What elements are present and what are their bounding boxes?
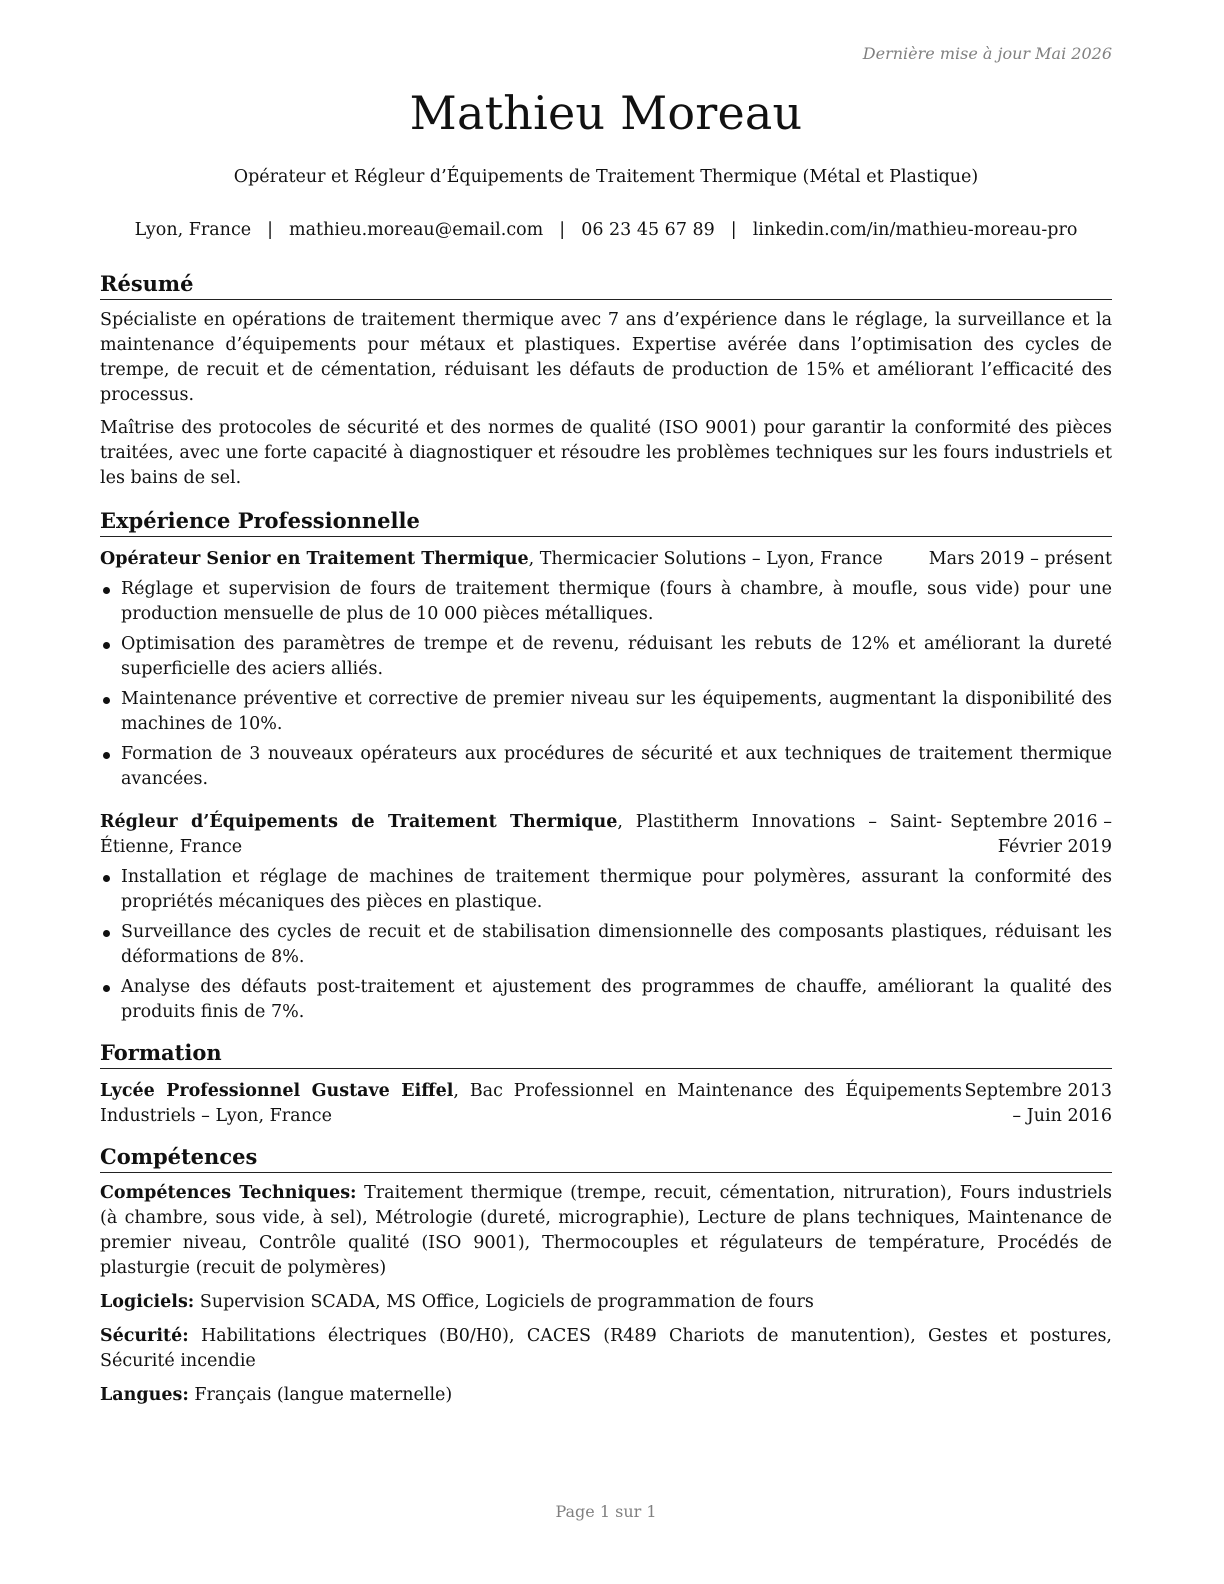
section-title-education: Formation (100, 1039, 1112, 1069)
education-degree: , Bac Professionnel en Maintenance des Équipements Industriels – Lyon, France (100, 1081, 962, 1126)
job-entry (100, 547, 1112, 792)
job-role: Régleur d’Équipements de Traitement Thermique (100, 812, 618, 832)
job-role: Opérateur Senior en Traitement Thermique (100, 549, 529, 569)
section-title-summary: Résumé (100, 270, 1112, 300)
section-summary (100, 270, 1112, 491)
list-item: Réglage et supervision de fours de traitement thermique (fours à chambre, à moufle, sous vide) pour une production mensuelle de plus de 10 000 pièces métalliques. (100, 577, 1112, 627)
skill-text: Traitement thermique (trempe, recuit, cémentation, nitruration), Fours industriels (à chambre, sous vide, à sel), Métrologie (dureté, micrographie), Lecture de plans techniques, Maintenance de premier niveau, Contrôle qualité (ISO 9001), Thermocouples et régulateurs de température, Procédés de plasturgie (recuit de polymères) (100, 1183, 1112, 1278)
list-item: Maintenance préventive et corrective de premier niveau sur les équipements, augmentant la disponibilité des machines de 10%. (100, 687, 1112, 737)
list-item: Optimisation des paramètres de trempe et de revenu, réduisant les rebuts de 12% et améliorant la dureté superficielle des aciers alliés. (100, 632, 1112, 682)
section-title-skills: Compétences (100, 1143, 1112, 1173)
skill-label: Logiciels: (100, 1292, 195, 1312)
contact-location: Lyon, France (134, 220, 252, 240)
summary-paragraph: Spécialiste en opérations de traitement thermique avec 7 ans d’expérience dans le réglage, la surveillance et la maintenance d’équipements pour métaux et plastiques. Expertise avérée dans l’optimisation des cycles de trempe, de recuit et de cémentation, réduisant les défauts de production de 15% et améliorant l’efficacité des processus. (100, 310, 1112, 405)
job-dates: Mars 2019 – présent (928, 549, 1112, 569)
education-dates: Septembre 2013 – Juin 2016 (964, 1081, 1112, 1126)
list-item: Surveillance des cycles de recuit et de stabilisation dimensionnelle des composants plastiques, réduisant les déformations de 8%. (100, 920, 1112, 970)
job-bullets (100, 865, 1112, 1025)
section-experience (100, 507, 1112, 1025)
section-skills (100, 1143, 1112, 1408)
education-header (100, 1079, 1112, 1129)
job-entry (100, 810, 1112, 1025)
contact-separator: | (267, 220, 274, 240)
skill-text: Français (langue maternelle) (188, 1385, 453, 1405)
summary-paragraph: Maîtrise des protocoles de sécurité et des normes de qualité (ISO 9001) pour garantir la conformité des pièces traitées, avec une forte capacité à diagnostiquer et résoudre les problèmes techniques sur les fours industriels et les bains de sel. (100, 418, 1112, 488)
skill-languages (100, 1383, 1112, 1408)
list-item: Analyse des défauts post-traitement et ajustement des programmes de chauffe, améliorant la qualité des produits finis de 7%. (100, 975, 1112, 1025)
job-company: , Thermicacier Solutions – Lyon, France (528, 549, 883, 569)
resume-content (100, 270, 1112, 1408)
section-education (100, 1039, 1112, 1129)
job-dates: Septembre 2016 – Février 2019 (950, 812, 1112, 857)
skill-label: Compétences Techniques: (100, 1183, 357, 1203)
page-number: Page 1 sur 1 (555, 1502, 657, 1521)
candidate-name: Mathieu Moreau (409, 86, 803, 140)
contact-linkedin[interactable]: linkedin.com/in/mathieu-moreau-pro (752, 220, 1078, 240)
job-header (100, 810, 1112, 860)
list-item: Installation et réglage de machines de traitement thermique pour polymères, assurant la conformité des propriétés mécaniques des pièces en plastique. (100, 865, 1112, 915)
skill-label: Sécurité: (100, 1326, 189, 1346)
skill-safety (100, 1324, 1112, 1374)
skill-software (100, 1290, 1112, 1315)
job-bullets (100, 577, 1112, 792)
skill-text: Habilitations électriques (B0/H0), CACES (R489 Chariots de manutention), Gestes et postures, Sécurité incendie (100, 1326, 1112, 1371)
contact-phone: 06 23 45 67 89 (581, 220, 715, 240)
resume-page (100, 0, 1112, 1584)
last-updated: Dernière mise à jour Mai 2026 (862, 44, 1112, 63)
contact-line (100, 220, 1112, 240)
education-school: Lycée Professionnel Gustave Eiffel (100, 1081, 454, 1101)
job-header (100, 547, 1112, 572)
skill-label: Langues: (100, 1385, 189, 1405)
job-title: Opérateur et Régleur d’Équipements de Traitement Thermique (Métal et Plastique) (233, 167, 979, 187)
contact-separator: | (559, 220, 566, 240)
skill-text: Supervision SCADA, MS Office, Logiciels de programmation de fours (194, 1292, 814, 1312)
job-company: , Plastitherm Innovations – Saint-Étienne, France (100, 812, 943, 857)
education-entry (100, 1079, 1112, 1129)
contact-separator: | (730, 220, 737, 240)
skill-technical (100, 1181, 1112, 1281)
section-title-experience: Expérience Professionnelle (100, 507, 1112, 537)
list-item: Formation de 3 nouveaux opérateurs aux procédures de sécurité et aux techniques de traitement thermique avancées. (100, 742, 1112, 792)
contact-email[interactable]: mathieu.moreau@email.com (289, 220, 544, 240)
